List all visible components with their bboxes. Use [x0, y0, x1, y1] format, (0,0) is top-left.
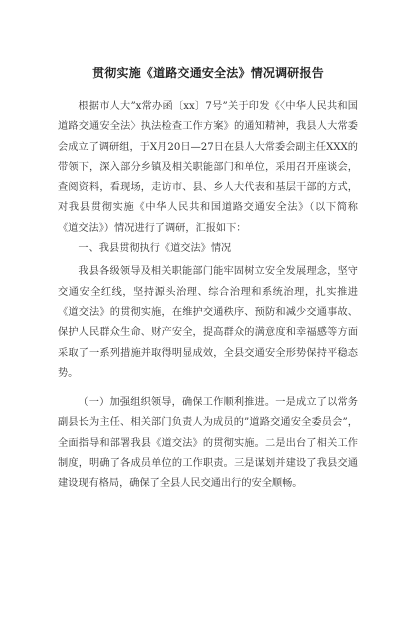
section-paragraph: 我县各级领导及相关职能部门能牢固树立安全发展理念，坚守交通安全红线，坚持源头治理、综合治理和系统治理，扎实推进《道交法》的贯彻实施，在维护交通秩序、预防和减少交通事故、保护人民群众生命、财产安全，提高群众的满意度和幸福感等方面采取了一系列措施并取得明显成效，全县交通安全形势保持平稳态势。	[58, 266, 358, 379]
subsection-paragraph: （一）加强组织领导，确保工作顺利推进。一是成立了以常务副县长为主任、相关部门负责人为成员的”道路交通安全委员会”，全面指导和部署我县《道交法》的贯彻实施。二是出台了相关工作制度，明确了各成员单位的工作职责。三是谋划并建设了我县交通建设现有格局，确保了全县人民交通出行的安全顺畅。	[58, 397, 358, 490]
document-page	[0, 64, 408, 644]
intro-paragraph: 根据市人大”x常办函〔xx〕7号”关于印发《〈中华人民共和国道路交通安全法〉执法检查工作方案》的通知精神，我县人大常委会成立了调研组，于X月20日—27日在县人大常委会副主任XXX的带领下，深入部分乡镇及相关职能部门和单位，采用召开座谈会，查阅资料，看现场，走访市、县、乡人大代表和基层干部的方式，对我县贯彻实施《中华人民共和国道路交通安全法》（以下简称《道交法》）情况进行了调研，汇报如下：	[58, 101, 358, 234]
section-heading: 一、我县贯彻执行《道交法》情况	[78, 243, 232, 255]
document-title: 贯彻实施《道路交通安全法》情况调研报告	[92, 66, 324, 80]
